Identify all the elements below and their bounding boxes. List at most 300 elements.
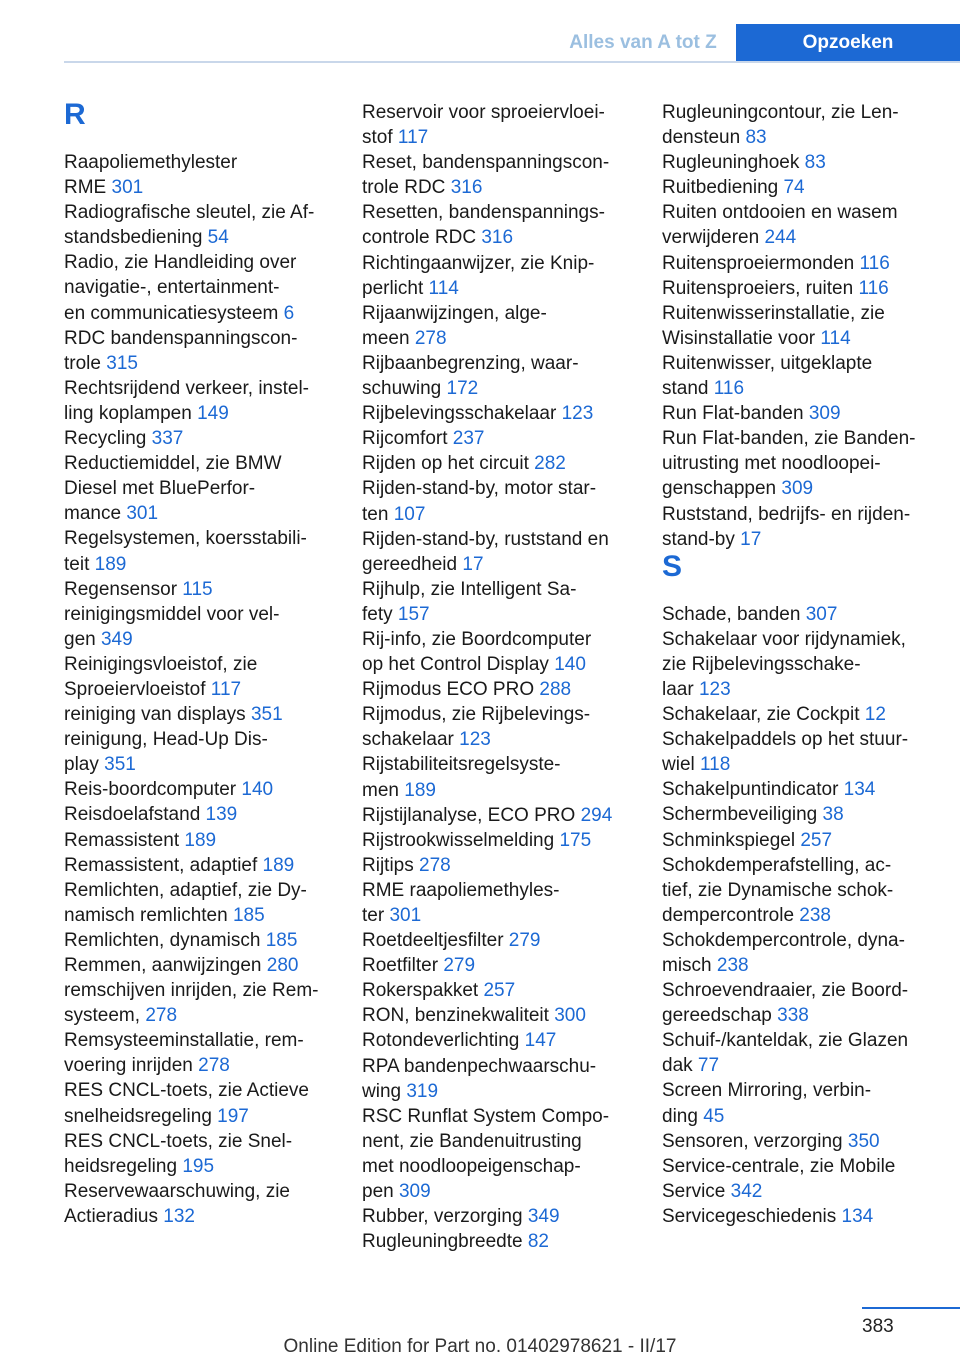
entry-text: trole RDC bbox=[362, 177, 451, 199]
entry-text: Reis-boordcomputer bbox=[64, 779, 242, 801]
entry-text: trole bbox=[64, 352, 107, 374]
entry-text: remschijven inrijden, zie Rem- bbox=[64, 980, 319, 1002]
page-link[interactable]: 147 bbox=[524, 1030, 557, 1052]
entry-text: wing bbox=[362, 1080, 407, 1102]
page-link[interactable]: 116 bbox=[858, 277, 889, 299]
index-entry bbox=[662, 777, 950, 802]
index-entry bbox=[362, 928, 650, 953]
page-link[interactable]: 74 bbox=[783, 177, 805, 199]
entry-text: Ruitensproeiermonden bbox=[662, 252, 860, 274]
page-link[interactable]: 185 bbox=[232, 904, 265, 926]
index-entry bbox=[64, 326, 352, 376]
entry-text: tief, zie Dynamische schok- bbox=[662, 879, 894, 901]
page-link[interactable]: 123 bbox=[459, 729, 491, 751]
index-entry bbox=[662, 200, 950, 250]
entry-text: teit bbox=[64, 553, 95, 575]
entry-text: Servicegeschiedenis bbox=[662, 1205, 842, 1227]
index-entry bbox=[362, 1003, 650, 1028]
page-link[interactable]: 77 bbox=[697, 1055, 720, 1077]
index-entry bbox=[362, 978, 650, 1003]
index-entry bbox=[362, 426, 650, 451]
page-link[interactable]: 107 bbox=[393, 503, 426, 525]
index-entry bbox=[362, 1028, 650, 1053]
page-link[interactable]: 278 bbox=[145, 1005, 178, 1027]
entry-text: Reductiemiddel, zie BMW bbox=[64, 453, 282, 475]
page-link[interactable]: 117 bbox=[210, 678, 242, 700]
index-entry bbox=[362, 527, 650, 577]
entry-text: verwijderen bbox=[662, 227, 765, 249]
index-entry bbox=[662, 1204, 950, 1229]
entry-text: Service-centrale, zie Mobile bbox=[662, 1155, 896, 1177]
page-link[interactable]: 132 bbox=[163, 1205, 195, 1227]
index-entry bbox=[64, 978, 352, 1028]
entry-text: Regensensor bbox=[64, 578, 183, 600]
index-entry bbox=[662, 602, 950, 627]
entry-text: Ruitenwisser, uitgeklapte bbox=[662, 352, 873, 374]
page-link[interactable]: 278 bbox=[419, 854, 451, 876]
entry-text: Rijaanwijzingen, alge- bbox=[362, 302, 547, 324]
page-link[interactable]: 116 bbox=[713, 378, 745, 400]
index-entry bbox=[362, 401, 650, 426]
entry-text: Reservoir voor sproeiervloei- bbox=[362, 102, 605, 123]
page-link[interactable]: 351 bbox=[104, 754, 136, 776]
entry-text: Rijhulp, zie Intelligent Sa- bbox=[362, 578, 577, 600]
index-entry bbox=[362, 1104, 650, 1204]
page-link[interactable]: 309 bbox=[398, 1181, 431, 1203]
entry-text: zie Rijbelevingsschake- bbox=[662, 653, 861, 675]
index-entry bbox=[662, 100, 950, 150]
entry-text: reinigung, Head-Up Dis- bbox=[64, 729, 268, 751]
entry-text: Ruststand, bedrijfs- en rijden- bbox=[662, 503, 911, 525]
entry-text: Schokdempercontrole, dyna- bbox=[662, 929, 905, 951]
index-entry bbox=[362, 953, 650, 978]
entry-text: voering inrijden bbox=[64, 1055, 199, 1077]
index-entry bbox=[64, 451, 352, 526]
page-link[interactable]: 82 bbox=[527, 1231, 549, 1253]
entry-text: Ruitenwisserinstallatie, zie bbox=[662, 302, 885, 324]
index-column-3 bbox=[662, 100, 950, 1229]
entry-text: Actieradius bbox=[64, 1205, 164, 1227]
page-link[interactable]: 114 bbox=[428, 277, 459, 299]
index-entry bbox=[362, 1229, 650, 1254]
page-link[interactable]: 244 bbox=[764, 227, 797, 249]
entry-text: reinigingsmiddel voor vel- bbox=[64, 603, 280, 625]
entry-text: Schakelpuntindicator bbox=[662, 779, 844, 801]
index-entry bbox=[662, 627, 950, 702]
entry-text: ter bbox=[362, 905, 390, 926]
header-divider bbox=[64, 61, 960, 63]
index-entry bbox=[64, 1028, 352, 1078]
entry-text: Reset, bandenspanningscon- bbox=[362, 152, 610, 174]
index-entry bbox=[362, 677, 650, 702]
entry-text: Rijstabiliteitsregelsyste- bbox=[362, 754, 561, 776]
entry-text: Rijstrookwisselmelding bbox=[362, 829, 560, 851]
entry-text: nent, zie Bandenuitrusting bbox=[362, 1130, 582, 1152]
page-link[interactable]: 140 bbox=[241, 779, 274, 801]
page-link[interactable]: 280 bbox=[266, 955, 299, 976]
entry-text: RES CNCL-toets, zie Actieve bbox=[64, 1080, 309, 1102]
entry-text: fety bbox=[362, 603, 398, 625]
entry-text: navigatie-, entertainment- bbox=[64, 277, 280, 299]
index-entry bbox=[662, 1028, 950, 1078]
entry-text: Schuif-/kanteldak, zie Glazen bbox=[662, 1030, 909, 1052]
entry-text: Screen Mirroring, verbin- bbox=[662, 1080, 872, 1102]
page-link[interactable]: 301 bbox=[126, 503, 159, 525]
entry-text: schakelaar bbox=[362, 729, 460, 751]
index-entry bbox=[662, 828, 950, 853]
entry-text: perlicht bbox=[362, 277, 429, 299]
entry-text: Rijbelevingsschakelaar bbox=[362, 403, 562, 425]
entry-text: Schokdemperafstelling, ac- bbox=[662, 854, 892, 876]
entry-text: stand-by bbox=[662, 528, 741, 550]
page-link[interactable]: 349 bbox=[527, 1206, 560, 1228]
page-link[interactable]: 12 bbox=[864, 704, 886, 726]
entry-text: Schakelaar, zie Cockpit bbox=[662, 704, 865, 726]
index-entry bbox=[662, 853, 950, 928]
page-link[interactable]: 118 bbox=[700, 754, 731, 776]
page-link[interactable]: 189 bbox=[184, 829, 217, 851]
page-link[interactable]: 238 bbox=[716, 955, 749, 976]
page-link[interactable]: 315 bbox=[106, 352, 138, 374]
index-entry bbox=[64, 602, 352, 652]
index-column-2 bbox=[362, 100, 650, 1254]
page-link[interactable]: 83 bbox=[804, 152, 826, 174]
entry-text: pen bbox=[362, 1181, 399, 1203]
index-entry bbox=[662, 426, 950, 501]
entry-text: Roetdeeltjesfilter bbox=[362, 930, 509, 952]
index-entry bbox=[64, 928, 352, 953]
entry-text: Rugleuningbreedte bbox=[362, 1231, 528, 1253]
entry-text: misch bbox=[662, 955, 717, 976]
page-link[interactable]: 301 bbox=[389, 905, 422, 926]
page-link[interactable]: 149 bbox=[197, 402, 229, 424]
page-link[interactable]: 337 bbox=[151, 428, 184, 450]
index-entry bbox=[64, 1129, 352, 1179]
entry-text: play bbox=[64, 754, 105, 776]
entry-text: ding bbox=[662, 1105, 704, 1127]
entry-text: Remmen, aanwijzingen bbox=[64, 955, 267, 976]
index-entry bbox=[64, 777, 352, 802]
index-entry bbox=[662, 150, 950, 175]
index-entry bbox=[64, 878, 352, 928]
index-entry bbox=[64, 200, 352, 250]
entry-text: Rijden-stand-by, ruststand en bbox=[362, 528, 609, 550]
section-letter: R bbox=[64, 98, 86, 131]
index-entry bbox=[362, 251, 650, 301]
entry-text: densteun bbox=[662, 127, 746, 149]
page-link[interactable]: 351 bbox=[250, 704, 283, 726]
index-entry bbox=[662, 1129, 950, 1154]
entry-text: Rotondeverlichting bbox=[362, 1030, 525, 1052]
entry-text: Sensoren, verzorging bbox=[662, 1130, 848, 1152]
index-entry bbox=[662, 251, 950, 276]
entry-text: Service bbox=[662, 1180, 731, 1202]
index-entry bbox=[64, 526, 352, 576]
entry-text: meen bbox=[362, 327, 415, 349]
page-link[interactable]: 114 bbox=[820, 327, 851, 349]
entry-text: dempercontrole bbox=[662, 904, 800, 926]
page-link[interactable]: 307 bbox=[805, 603, 838, 625]
index-entry bbox=[662, 1078, 950, 1128]
page-link[interactable]: 172 bbox=[446, 378, 479, 400]
page-link[interactable]: 134 bbox=[843, 779, 876, 801]
entry-text: Ruitbediening bbox=[662, 177, 784, 199]
index-entry bbox=[64, 652, 352, 702]
index-entry bbox=[64, 853, 352, 878]
page-link[interactable]: 139 bbox=[205, 804, 238, 826]
page-link[interactable]: 116 bbox=[859, 252, 890, 274]
page-link[interactable]: 294 bbox=[580, 804, 613, 826]
entry-text: Rij-info, zie Boordcomputer bbox=[362, 628, 592, 650]
index-entry bbox=[362, 853, 650, 878]
entry-text: stof bbox=[362, 127, 398, 149]
entry-text: RON, benzinekwaliteit bbox=[362, 1005, 555, 1027]
index-entry bbox=[362, 878, 650, 928]
entry-text: Radiografische sleutel, zie Af- bbox=[64, 202, 315, 224]
index-entry bbox=[64, 426, 352, 451]
entry-text: schuwing bbox=[362, 378, 447, 400]
page-link[interactable]: 54 bbox=[207, 227, 229, 249]
index-entry bbox=[662, 1154, 950, 1204]
entry-text: Rugleuninghoek bbox=[662, 152, 805, 174]
entry-text: uitrusting met noodloopei- bbox=[662, 453, 881, 475]
edition-note: Online Edition for Part no. 01402978621 - II/17 bbox=[283, 1336, 677, 1357]
entry-text: controle RDC bbox=[362, 227, 482, 249]
page-link[interactable]: 140 bbox=[554, 654, 586, 676]
page-link[interactable]: 45 bbox=[703, 1105, 725, 1127]
entry-text: Remassistent bbox=[64, 829, 185, 851]
entry-text: standsbediening bbox=[64, 227, 208, 249]
index-entry bbox=[362, 200, 650, 250]
page-link[interactable]: 185 bbox=[265, 929, 298, 951]
index-entry bbox=[362, 451, 650, 476]
entry-text: Rijmodus, zie Rijbelevings- bbox=[362, 704, 591, 726]
page-link[interactable]: 349 bbox=[100, 628, 133, 650]
entry-text: Rechtsrijdend verkeer, instel- bbox=[64, 377, 309, 399]
page-link[interactable]: 338 bbox=[777, 1005, 809, 1027]
index-entry bbox=[662, 401, 950, 426]
entry-text: Raapoliemethylester bbox=[64, 152, 238, 173]
page-link[interactable]: 123 bbox=[698, 678, 731, 700]
entry-text: Rijbaanbegrenzing, waar- bbox=[362, 352, 579, 374]
page-link[interactable]: 342 bbox=[730, 1180, 763, 1202]
entry-text: Rijstijlanalyse, ECO PRO bbox=[362, 804, 581, 826]
page-link[interactable]: 189 bbox=[262, 854, 295, 876]
entry-text: Schakelpaddels op het stuur- bbox=[662, 729, 909, 751]
index-entry bbox=[64, 953, 352, 978]
index-entry bbox=[64, 828, 352, 853]
page-link[interactable]: 123 bbox=[561, 403, 594, 425]
page-link[interactable]: 278 bbox=[198, 1055, 230, 1077]
entry-text: laar bbox=[662, 678, 699, 700]
entry-text: wiel bbox=[662, 754, 701, 776]
page-link[interactable]: 197 bbox=[217, 1105, 249, 1127]
page-link[interactable]: 282 bbox=[534, 453, 566, 475]
index-entry bbox=[662, 276, 950, 301]
entry-text: Ruitensproeiers, ruiten bbox=[662, 277, 859, 299]
page-link[interactable]: 83 bbox=[745, 127, 767, 149]
entry-text: Rubber, verzorging bbox=[362, 1206, 528, 1228]
index-entry bbox=[662, 802, 950, 827]
entry-text: Wisinstallatie voor bbox=[662, 327, 821, 349]
index-entry bbox=[662, 301, 950, 351]
entry-text: RPA bandenpechwaarschu- bbox=[362, 1055, 597, 1077]
entry-text: Roetfilter bbox=[362, 955, 444, 977]
entry-text: stand bbox=[662, 378, 714, 400]
entry-text: RDC bandenspanningscon- bbox=[64, 327, 298, 349]
index-entry bbox=[362, 577, 650, 627]
entry-text: Remassistent, adaptief bbox=[64, 854, 263, 876]
tab-opzoeken[interactable]: Opzoeken bbox=[736, 24, 960, 62]
entry-text: Recycling bbox=[64, 428, 152, 450]
entry-text: op het Control Display bbox=[362, 654, 555, 676]
index-entry bbox=[362, 100, 650, 150]
entry-text: Remlichten, dynamisch bbox=[64, 929, 266, 951]
index-entry bbox=[362, 301, 650, 351]
entry-text: RME bbox=[64, 177, 112, 199]
page-link[interactable]: 257 bbox=[800, 829, 833, 851]
index-entry bbox=[662, 702, 950, 727]
entry-text: heidsregeling bbox=[64, 1155, 183, 1177]
index-entry bbox=[64, 376, 352, 426]
page-number: 383 bbox=[862, 1316, 894, 1337]
index-entry bbox=[662, 502, 950, 552]
page-link[interactable]: 157 bbox=[397, 603, 430, 625]
page-link[interactable]: 309 bbox=[781, 478, 814, 500]
index-entry bbox=[64, 802, 352, 827]
entry-text: Ruiten ontdooien en wasem bbox=[662, 202, 898, 224]
entry-text: Reisdoelafstand bbox=[64, 804, 206, 826]
entry-text: Schroevendraaier, zie Boord- bbox=[662, 980, 909, 1002]
page-link[interactable]: 316 bbox=[481, 227, 514, 249]
page-link[interactable]: 257 bbox=[483, 980, 516, 1002]
entry-text: Rugleuningcontour, zie Len- bbox=[662, 102, 899, 123]
entry-text: gereedschap bbox=[662, 1005, 778, 1027]
entry-text: Rijmodus ECO PRO bbox=[362, 679, 540, 701]
index-entry bbox=[662, 727, 950, 777]
index-entry bbox=[362, 702, 650, 752]
page-link[interactable]: 309 bbox=[808, 403, 841, 425]
entry-text: dak bbox=[662, 1055, 698, 1077]
page-link[interactable]: 6 bbox=[283, 302, 295, 324]
page-link[interactable]: 175 bbox=[559, 829, 592, 851]
index-entry bbox=[64, 150, 352, 200]
entry-text: Richtingaanwijzer, zie Knip- bbox=[362, 252, 595, 274]
page-link[interactable]: 238 bbox=[799, 904, 831, 926]
entry-text: Schakelaar voor rijdynamiek, bbox=[662, 628, 906, 650]
entry-text: systeem, bbox=[64, 1005, 146, 1027]
page-link[interactable]: 189 bbox=[94, 553, 127, 575]
page-link[interactable]: 350 bbox=[847, 1130, 880, 1152]
page-link[interactable]: 195 bbox=[182, 1155, 215, 1177]
entry-text: Schermbeveiliging bbox=[662, 804, 823, 826]
entry-text: men bbox=[362, 779, 405, 801]
page-link[interactable]: 38 bbox=[822, 804, 844, 826]
entry-text: reiniging van displays bbox=[64, 704, 251, 726]
entry-text: mance bbox=[64, 503, 127, 525]
page-link[interactable]: 117 bbox=[397, 127, 429, 149]
index-entry bbox=[362, 1204, 650, 1229]
entry-text: Rijtips bbox=[362, 854, 420, 876]
entry-text: en communicatiesysteem bbox=[64, 302, 284, 324]
index-entry bbox=[362, 828, 650, 853]
entry-text: Radio, zie Handleiding over bbox=[64, 252, 297, 274]
index-entry bbox=[362, 627, 650, 677]
page-link[interactable]: 189 bbox=[404, 779, 436, 801]
index-entry bbox=[362, 351, 650, 401]
index-entry bbox=[662, 978, 950, 1028]
page-link[interactable]: 17 bbox=[740, 528, 762, 550]
entry-text: snelheidsregeling bbox=[64, 1105, 218, 1127]
page-link[interactable]: 17 bbox=[462, 553, 484, 575]
page-link[interactable]: 279 bbox=[443, 955, 476, 977]
page-link[interactable]: 301 bbox=[111, 177, 144, 199]
entry-text: Resetten, bandenspannings- bbox=[362, 202, 605, 224]
index-entry bbox=[662, 175, 950, 200]
page-link[interactable]: 237 bbox=[452, 428, 485, 450]
index-entry bbox=[64, 577, 352, 602]
page-link[interactable]: 134 bbox=[841, 1205, 874, 1227]
page-link[interactable]: 115 bbox=[182, 578, 213, 600]
entry-text: Reservewaarschuwing, zie bbox=[64, 1180, 290, 1202]
entry-text: Regelsystemen, koersstabili- bbox=[64, 528, 307, 550]
entry-text: Sproeiervloeistof bbox=[64, 678, 211, 700]
index-entry bbox=[362, 752, 650, 802]
index-entry bbox=[362, 150, 650, 200]
entry-text: Diesel met BluePerfor- bbox=[64, 478, 256, 500]
entry-text: Run Flat-banden bbox=[662, 403, 809, 425]
page-link[interactable]: 288 bbox=[539, 679, 572, 701]
entry-text: genschappen bbox=[662, 478, 782, 500]
section-letter: S bbox=[662, 549, 683, 583]
index-entry bbox=[662, 351, 950, 401]
index-entry bbox=[64, 1078, 352, 1128]
entry-text: Remlichten, adaptief, zie Dy- bbox=[64, 879, 307, 901]
entry-text: gereedheid bbox=[362, 553, 463, 575]
entry-text: gen bbox=[64, 628, 101, 650]
entry-text: Run Flat-banden, zie Banden- bbox=[662, 428, 916, 450]
index-entry bbox=[64, 1179, 352, 1229]
page-link[interactable]: 319 bbox=[406, 1080, 439, 1102]
entry-text: Rokerspakket bbox=[362, 980, 484, 1002]
entry-text: Remsysteeminstallatie, rem- bbox=[64, 1030, 304, 1052]
index-entry bbox=[662, 928, 950, 978]
entry-text: Rijcomfort bbox=[362, 428, 453, 450]
index-entry bbox=[362, 476, 650, 526]
footer-accent-line bbox=[862, 1307, 960, 1309]
entry-text: Rijden op het circuit bbox=[362, 453, 535, 475]
index-entry bbox=[64, 702, 352, 727]
page-link[interactable]: 279 bbox=[508, 930, 541, 952]
tab-alles-van-a-tot-z[interactable]: Alles van A tot Z bbox=[550, 24, 736, 62]
index-entry bbox=[64, 727, 352, 777]
entry-text: ten bbox=[362, 503, 394, 525]
entry-text: RES CNCL-toets, zie Snel- bbox=[64, 1130, 293, 1152]
page-link[interactable]: 300 bbox=[554, 1005, 586, 1027]
index-entry bbox=[64, 250, 352, 325]
entry-text: namisch remlichten bbox=[64, 904, 233, 926]
index-entry bbox=[362, 1054, 650, 1104]
page-link[interactable]: 278 bbox=[414, 327, 447, 349]
entry-text: RME raapoliemethyles- bbox=[362, 879, 560, 901]
page-link[interactable]: 316 bbox=[450, 177, 483, 199]
entry-text: Schminkspiegel bbox=[662, 829, 801, 851]
index-entry bbox=[362, 803, 650, 828]
entry-text: met noodloopeigenschap- bbox=[362, 1155, 581, 1177]
entry-text: Schade, banden bbox=[662, 603, 806, 625]
entry-text: Rijden-stand-by, motor star- bbox=[362, 478, 597, 500]
index-column-1 bbox=[64, 100, 352, 1229]
